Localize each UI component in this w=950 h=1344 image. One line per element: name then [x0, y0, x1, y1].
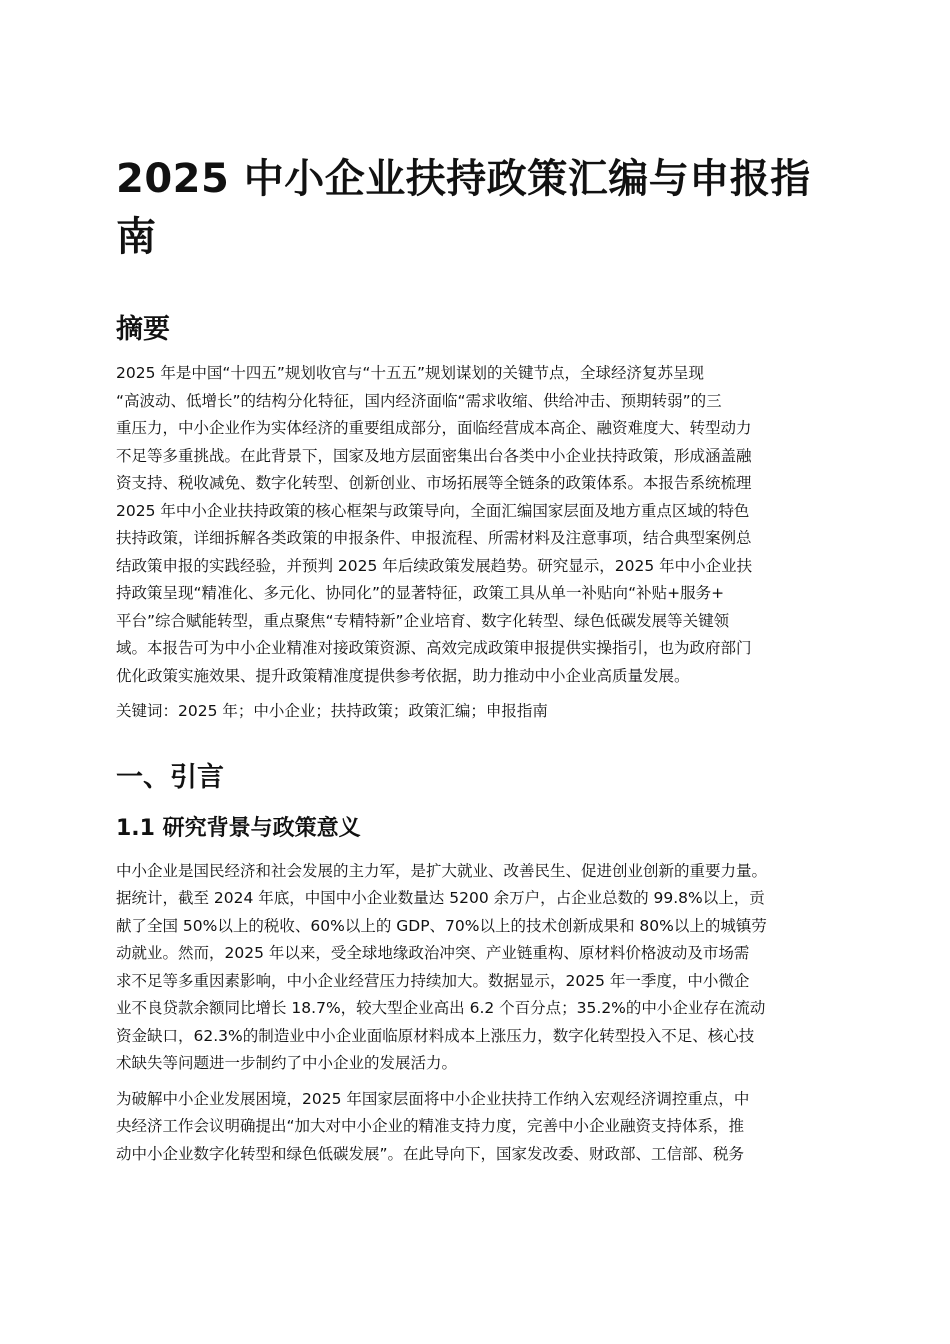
abstract-line: 结政策申报的实践经验，并预判 2025 年后续政策发展趋势。研究显示，2025 年中小企业扶 — [116, 556, 753, 575]
paragraph-line: 业不良贷款余额同比增长 18.7%，较大型企业高出 6.2 个百分点；35.2%的中小企业存在流动 — [116, 999, 766, 1017]
document-page — [116, 150, 840, 1168]
subsection-heading-background: 1.1 研究背景与政策意义 — [116, 815, 361, 841]
document-title — [116, 150, 840, 266]
abstract-line: 优化政策实施效果、提升政策精准度提供参考依据，助力推动中小企业高质量发展。 — [116, 666, 690, 685]
paragraph-line: 据统计，截至 2024 年底，中国中小企业数量达 5200 余万户，占企业总数的 99.8%以上，贡 — [116, 889, 765, 907]
paragraph-line: 求不足等多重因素影响，中小企业经营压力持续加大。数据显示，2025 年一季度，中小微企 — [116, 971, 750, 990]
section-heading-introduction: 一、引言 — [116, 761, 224, 793]
abstract-line: 不足等多重挑战。在此背景下，国家及地方层面密集出台各类中小企业扶持政策，形成涵盖融 — [116, 446, 752, 465]
abstract-paragraph — [116, 360, 840, 690]
paragraph-line: 献了全国 50%以上的税收、60%以上的 GDP、70%以上的技术创新成果和 80%以上的城镇劳 — [116, 916, 767, 935]
abstract-line: 2025 年是中国“十四五”规划收官与“十五五”规划谋划的关键节点，全球经济复苏呈现 — [116, 364, 704, 382]
paragraph-line: 动就业。然而，2025 年以来，受全球地缘政治冲突、产业链重构、原材料价格波动及市场需 — [116, 944, 750, 962]
abstract-line: 扶持政策，详细拆解各类政策的申报条件、申报流程、所需材料及注意事项，结合典型案例总 — [116, 529, 752, 547]
paragraph-line: 资金缺口，62.3%的制造业中小企业面临原材料成本上涨压力，数字化转型投入不足、核心技 — [116, 1026, 755, 1045]
document-title-line-1: 2025 中小企业扶持政策汇编与申报指 — [116, 156, 811, 202]
abstract-line: 资支持、税收减免、数字化转型、创新创业、市场拓展等全链条的政策体系。本报告系统梳理 — [116, 474, 752, 492]
abstract-line: 重压力，中小企业作为实体经济的重要组成部分，面临经营成本高企、融资难度大、转型动力 — [116, 419, 752, 437]
abstract-line: 持政策呈现“精准化、多元化、协同化”的显著特征，政策工具从单一补贴向“补贴+服务+ — [116, 584, 725, 602]
abstract-line: 2025 年中小企业扶持政策的核心框架与政策导向，全面汇编国家层面及地方重点区域的特色 — [116, 501, 750, 520]
paragraph-line: 中小企业是国民经济和社会发展的主力军，是扩大就业、改善民生、促进创业创新的重要力量。 — [116, 861, 768, 880]
paragraph-line: 术缺失等问题进一步制约了中小企业的发展活力。 — [116, 1054, 458, 1072]
body-paragraph-1 — [116, 858, 840, 1078]
abstract-line: 平台”综合赋能转型，重点聚焦“专精特新”企业培育、数字化转型、绿色低碳发展等关键领 — [116, 611, 730, 630]
keywords-line: 关键词：2025 年；中小企业；扶持政策；政策汇编；申报指南 — [116, 702, 548, 720]
paragraph-line: 央经济工作会议明确提出“加大对中小企业的精准支持力度，完善中小企业融资支持体系，推 — [116, 1117, 745, 1135]
paragraph-spacer — [116, 1078, 840, 1086]
paragraph-line: 为破解中小企业发展困境，2025 年国家层面将中小企业扶持工作纳入宏观经济调控重点，中 — [116, 1089, 750, 1108]
abstract-line: “高波动、低增长”的结构分化特征，国内经济面临“需求收缩、供给冲击、预期转弱”的三 — [116, 391, 722, 410]
body-paragraph-2 — [116, 1086, 840, 1169]
abstract-line: 域。本报告可为中小企业精准对接政策资源、高效完成政策申报提供实操指引，也为政府部门 — [116, 639, 752, 657]
abstract-heading: 摘要 — [116, 314, 170, 345]
paragraph-line: 动中小企业数字化转型和绿色低碳发展”。在此导向下，国家发改委、财政部、工信部、税务 — [116, 1144, 745, 1163]
document-title-line-2: 南 — [116, 214, 157, 260]
